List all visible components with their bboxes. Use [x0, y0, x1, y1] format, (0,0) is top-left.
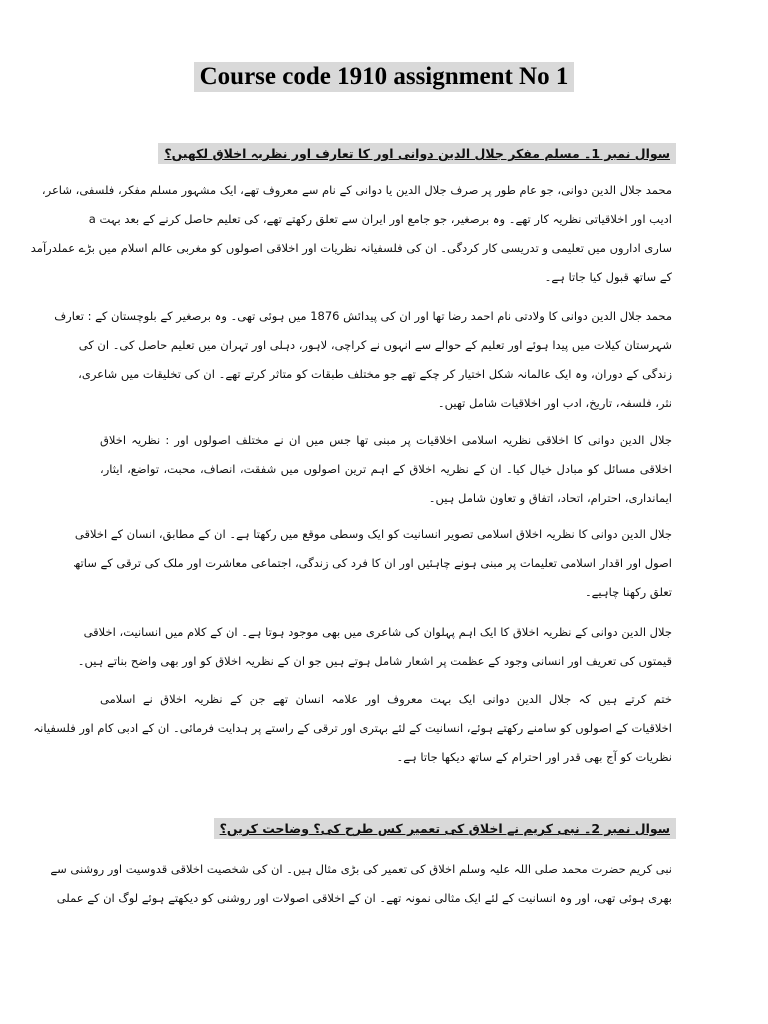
paragraph-line: نثر، فلسفہ، تاریخ، ادب اور اخلاقیات شامل تھیں۔: [437, 396, 672, 410]
paragraph-line: محمد جلال الدین دوانی، جو عام طور پر صرف جلال الدین یا دوانی کے نام سے معروف تھے، ایک مشہور مسلم مفکر، فلسفی، شاعر،: [41, 183, 672, 197]
paragraph-line: ساری اداروں میں تعلیمی و تدریسی کار کردگی۔ ان کی فلسفیانہ نظریات اور اخلاقی اصولوں کو مغربی عالم اسلام میں بڑے عملدرآمد: [30, 241, 672, 255]
paragraph-line: ایمانداری، احترام، اتحاد، اتفاق و تعاون شامل ہیں۔: [428, 491, 672, 505]
q1-paragraph-2: [54, 302, 672, 418]
paragraph-line: ادیب اور اخلاقیاتی نظریہ کار تھے۔ وہ برصغیر، جو جامع اور ایران سے تعلق رکھتے تھے، کی تعلیم حاصل کرنے کے بعد بہت a: [88, 212, 672, 226]
paragraph-line: ختم کرتے ہیں کہ جلال الدین دوانی ایک بہت معروف اور علامہ انسان تھے جن کے نظریہ اخلاق نے اسلامی: [100, 692, 672, 706]
q1-paragraph-3: [100, 426, 672, 513]
paragraph-line: جلال الدین دوانی کے نظریہ اخلاق کا ایک اہم پہلوان کی شاعری میں بھی موجود ہوتا ہے۔ ان کے کلام میں انسانیت، اخلاقی: [83, 625, 672, 639]
paragraph-line: جلال الدین دوانی کا نظریہ اخلاق اسلامی تصویر انسانیت کو ایک وسطی موقع میں رکھتا ہے۔ ان کے مطابق، انسان کے اخلاقی: [74, 527, 672, 541]
paragraph-line: کے ساتھ قبول کیا جاتا ہے۔: [544, 270, 672, 284]
paragraph-line: شہرستان کیلات میں پیدا ہوئے اور تعلیم کے حوالے سے انہوں نے کراچی، لاہور، دہلی اور تہران میں تعلیم حاصل کی۔ ان کی: [78, 338, 672, 352]
paragraph-line: نبی کریم حضرت محمد صلی اللہ علیہ وسلم اخلاق کی تعمیر کی بڑی مثال ہیں۔ ان کی شخصیت اخلاقی قدوسیت اور روشنی سے: [50, 862, 672, 876]
document-title: Course code 1910 assignment No 1: [194, 62, 575, 92]
paragraph-line: اخلاقیات کے اصولوں کو سامنے رکھتے ہوئے، انسانیت کے لئے بہتری اور ترقی کے راستے پر ہدایت فرمائی۔ ان کے ادبی کام اور فلسفیانہ: [33, 721, 672, 735]
title-container: [0, 62, 768, 92]
paragraph-line: قیمتوں کی تعریف اور انسانی وجود کے عظمت پر اشعار شامل ہوتے ہیں جو ان کے نظریہ اخلاق کو اور بھی واضح بناتے ہیں۔: [77, 654, 672, 668]
q1-paragraph-6: [33, 685, 672, 772]
question-2-heading: سوال نمبر 2۔ نبی کریم نے اخلاق کی تعمیر کس طرح کی؟ وضاحت کریں؟: [214, 818, 676, 839]
q1-paragraph-5: [77, 618, 672, 676]
paragraph-line: نظریات کو آج بھی قدر اور احترام کے ساتھ دیکھا جاتا ہے۔: [396, 750, 672, 764]
paragraph-line: اصول اور اقدار اسلامی تعلیمات پر مبنی ہونے چاہئیں اور ان کا فرد کی زندگی، اجتماعی معاشرت اور ملک کی ترقی کے ساتھ: [73, 556, 672, 570]
paragraph-line: محمد جلال الدین دوانی کا ولادتی نام احمد رضا تھا اور ان کی پیدائش 1876 میں ہوئی تھی۔ وہ برصغیر کے بلوچستان کے : تعارف: [54, 309, 672, 323]
paragraph-line: اخلاقی مسائل کو مبادل خیال کیا۔ ان کے نظریہ اخلاق کے اہم ترین اصولوں میں شفقت، انصاف، محبت، تواضع، ایثار،: [100, 462, 672, 476]
paragraph-line: زندگی کے دوران، وہ ایک عالمانہ شکل اختیار کر چکے تھے جو مختلف طبقات کو متاثر کرتے تھے۔ ان کی تخلیقات میں شاعری،: [78, 367, 672, 381]
question-1-heading: سوال نمبر 1۔ مسلم مفکر جلال الدین دوانی اور کا تعارف اور نظریہ اخلاق لکھیں؟: [158, 143, 676, 164]
paragraph-line: تعلق رکھنا چاہیے۔: [584, 585, 672, 599]
q2-paragraph-1: [50, 855, 672, 913]
q1-paragraph-4: [73, 520, 672, 607]
q1-paragraph-1: [30, 176, 672, 292]
paragraph-line: جلال الدین دوانی کا اخلاقی نظریہ اسلامی اخلاقیات پر مبنی تھا جس میں ان نے مختلف اصولوں اور : نظریہ اخلاق: [100, 433, 672, 447]
paragraph-line: بھری ہوئی تھی، اور وہ انسانیت کے لئے ایک مثالی نمونہ تھے۔ ان کے اخلاقی اصولات اور روشنی کو دیکھتے ہوئے لوگ ان کے عملی: [56, 891, 672, 905]
